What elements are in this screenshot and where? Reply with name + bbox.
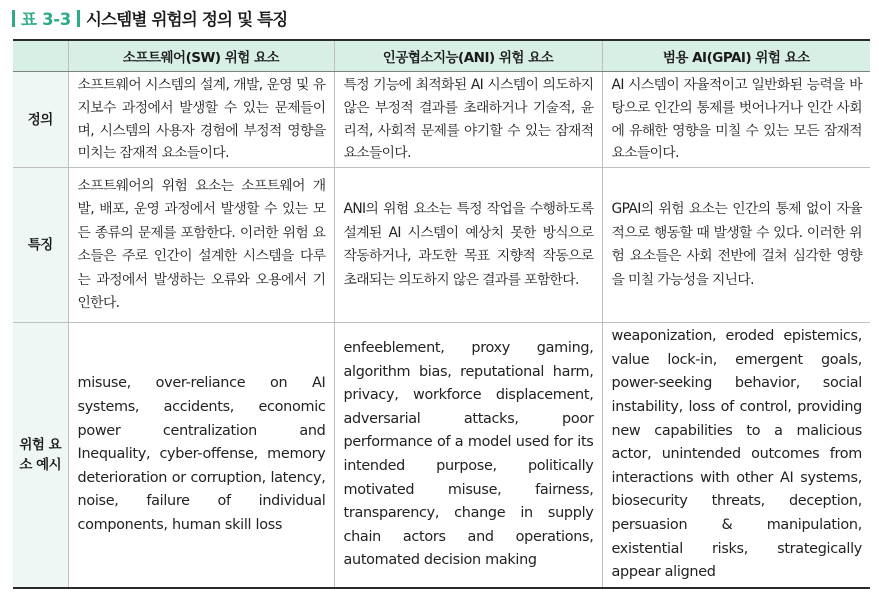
table-row-definition [13,72,870,168]
cell-ani-definition: 특정 기능에 최적화된 AI 시스템이 의도하지 않은 부정적 결과를 초래하거나 기술적, 윤리적, 사회적 문제를 야기할 수 있는 잠재적 요소들이다. [334,72,602,168]
table-title: 시스템별 위험의 정의 및 특징 [86,10,288,29]
row-label-definition: 정의 [13,72,68,168]
header-corner [13,40,68,72]
header-gpai: 범용 AI(GPAI) 위험 요소 [602,40,870,72]
risk-comparison-table [13,39,870,589]
cell-ani-feature: ANI의 위험 요소는 특정 작업을 수행하도록 설계된 AI 시스템이 예상치 못한 방식으로 작동하거나, 과도한 목표 지향적 작동으로 초래되는 의도하지 않은 결과를 포함한다. [334,168,602,323]
table-row-examples [13,323,870,588]
cell-ani-examples: enfeeblement, proxy gaming, algorithm bias, reputational harm, privacy, workforce displacement, adversarial attacks, poor performance of a model used for its intended purpose, politically motivated misuse, fairness, transparency, change in supply chain actors and operations, automated decision making [334,323,602,588]
caption-accent-bar [12,10,15,27]
header-sw: 소프트웨어(SW) 위험 요소 [68,40,334,72]
caption-separator [77,10,80,27]
cell-sw-examples: misuse, over-reliance on AI systems, accidents, economic power centralization and Inequality, cyber-offense, memory deterioration or corruption, latency, noise, failure of individual components, human skill loss [68,323,334,588]
cell-gpai-feature: GPAI의 위험 요소는 인간의 통제 없이 자율적으로 행동할 때 발생할 수 있다. 이러한 위험 요소들은 사회 전반에 걸쳐 심각한 영향을 미칠 가능성을 지닌다. [602,168,870,323]
cell-sw-feature: 소프트웨어의 위험 요소는 소프트웨어 개발, 배포, 운영 과정에서 발생할 수 있는 모든 종류의 문제를 포함한다. 이러한 위험 요소들은 주로 인간이 설계한 시스템을 다루는 과정에서 발생하는 오류와 오용에서 기인한다. [68,168,334,323]
table-row-feature [13,168,870,323]
header-ani: 인공협소지능(ANI) 위험 요소 [334,40,602,72]
table-caption [12,6,287,30]
cell-sw-definition: 소프트웨어 시스템의 설계, 개발, 운영 및 유지보수 과정에서 발생할 수 있는 문제들이며, 시스템의 사용자 경험에 부정적 영향을 미치는 잠재적 요소들이다. [68,72,334,168]
cell-gpai-definition: AI 시스템이 자율적이고 일반화된 능력을 바탕으로 인간의 통제를 벗어나거나 인간 사회에 유해한 영향을 미칠 수 있는 모든 잠재적 요소들이다. [602,72,870,168]
row-label-examples: 위험 요소 예시 [13,323,68,588]
row-label-feature: 특징 [13,168,68,323]
cell-gpai-examples: weaponization, eroded epistemics, value lock-in, emergent goals, power-seeking behavior, social instability, loss of control, providing new capabilities to a malicious actor, unintended outcomes from interactions with other AI systems, biosecurity threats, deception, persuasion & manipulation, existential risks, strategically appear aligned [602,323,870,588]
table-number: 표 3-3 [21,10,71,29]
header-row [13,40,870,72]
